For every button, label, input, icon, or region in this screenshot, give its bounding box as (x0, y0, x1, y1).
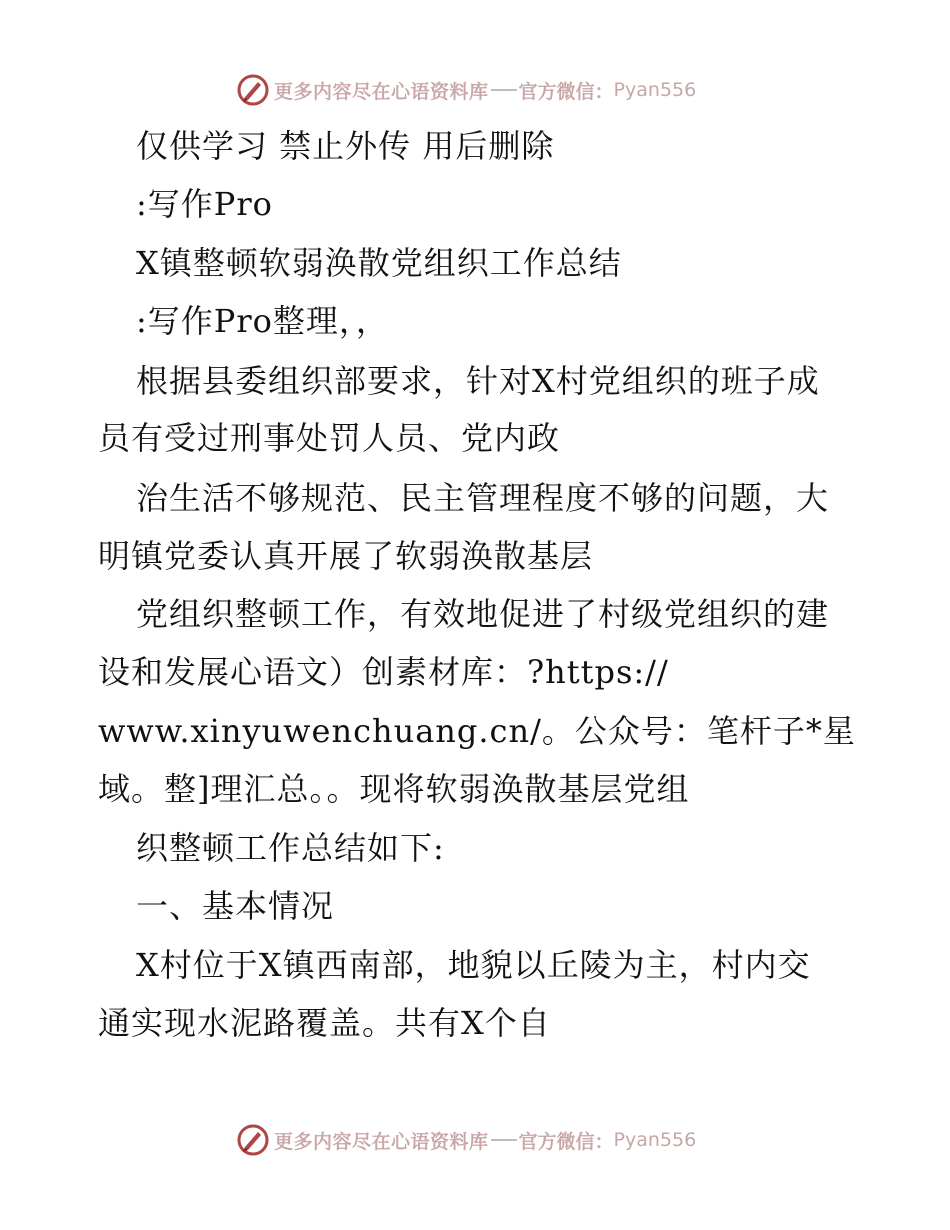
footer-banner (236, 1122, 696, 1158)
text-line: 通实现水泥路覆盖。共有X个自 (98, 1004, 551, 1042)
text-line: X村位于X镇西南部，地貌以丘陵为主，村内交 (136, 946, 811, 984)
text-line: 仅供学习 禁止外传 用后删除 (136, 127, 555, 165)
text-line: 员有受过刑事处罚人员、党内政 (98, 419, 561, 457)
banner-wechat-id: Pyan556 (613, 1129, 697, 1151)
header-banner (236, 72, 696, 108)
text-line: 域。整]理汇总。。现将软弱涣散基层党组 (98, 770, 690, 808)
text-line: 织整顿工作总结如下: (136, 829, 445, 867)
text-line: 明镇党委认真开展了软弱涣散基层 (98, 537, 594, 575)
banner-promo-text: 更多内容尽在心语资料库 (274, 80, 489, 103)
banner-promo-text: 更多内容尽在心语资料库 (274, 1130, 489, 1153)
text-line: www.xinyuwenchuang.cn/。公众号：笔杆子*星 (98, 712, 856, 750)
banner-wechat-label: 官方微信： (518, 1130, 614, 1153)
text-line: 党组织整顿工作，有效地促进了村级党组织的建 (136, 595, 830, 633)
section-heading: 一、基本情况 (136, 887, 335, 925)
text-line: 设和发展心语文）创素材库：?https:// (98, 653, 669, 691)
banner-dash (491, 89, 517, 91)
banner-wechat-label: 官方微信： (518, 80, 614, 103)
text-line: :写作Pro (136, 185, 273, 223)
banner-dash (491, 1139, 517, 1141)
text-line: 治生活不够规范、民主管理程度不够的问题，大 (136, 479, 830, 517)
banner-wechat-id: Pyan556 (613, 79, 697, 101)
text-line: X镇整顿软弱涣散党组织工作总结 (136, 244, 622, 282)
text-line: 根据县委组织部要求，针对X村党组织的班子成 (136, 362, 820, 400)
pen-logo-icon (236, 73, 270, 107)
text-line: :写作Pro整理，， (136, 302, 389, 340)
pen-logo-icon (236, 1123, 270, 1157)
